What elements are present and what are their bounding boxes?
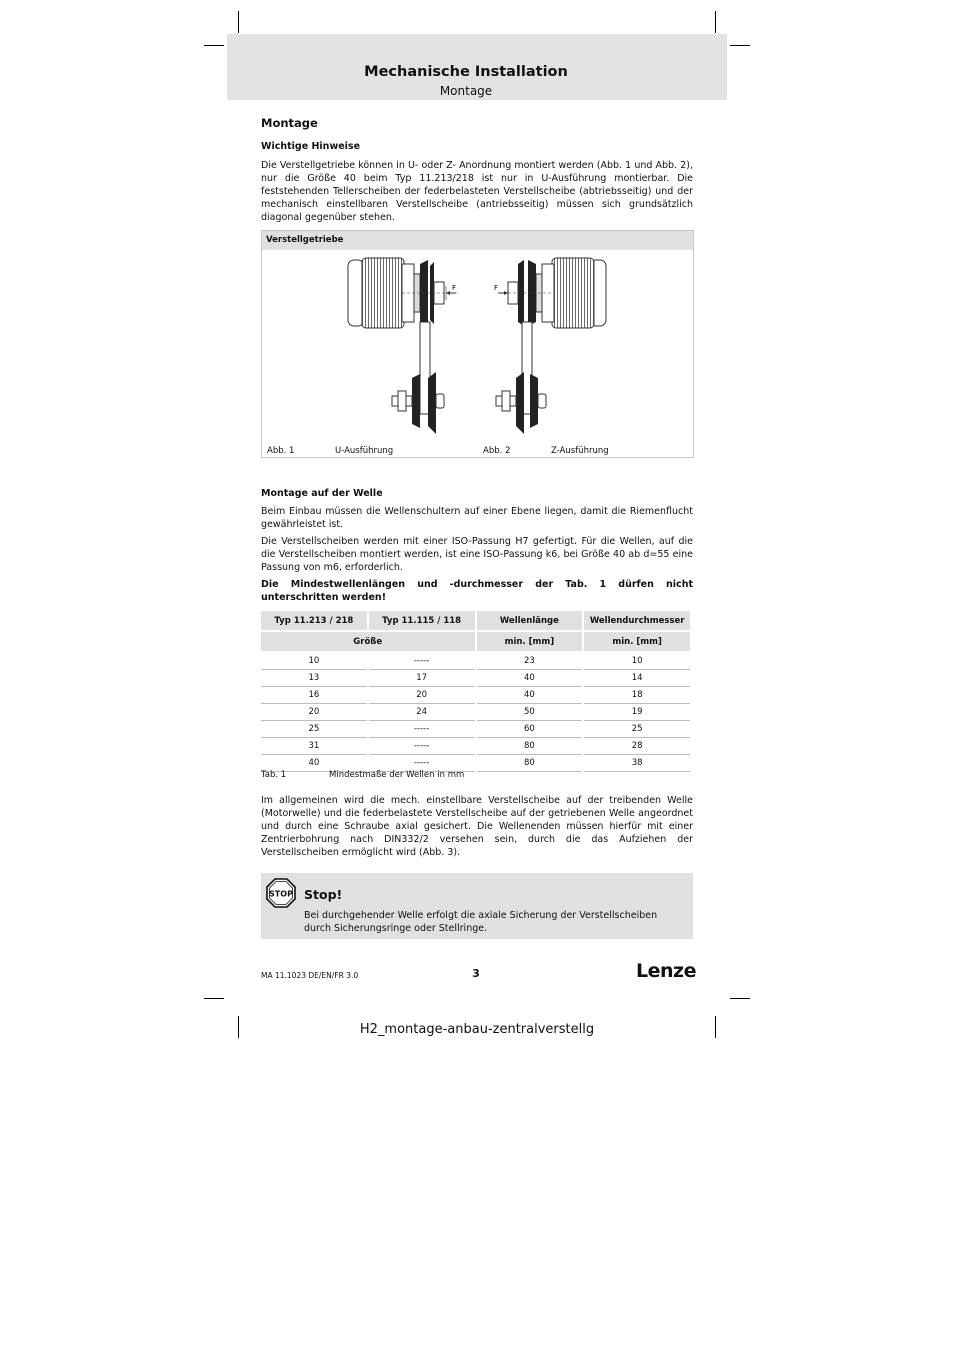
table-row [261,738,690,755]
table-caption-text: Mindestmaße der Wellen in mm [329,770,465,780]
page-title: Mechanische Installation [364,64,568,80]
table-cell: 80 [477,755,583,772]
table-cell: 10 [584,653,690,670]
table-cell: 19 [584,704,690,721]
table-cell: 31 [261,738,367,755]
table-cell: 13 [261,670,367,687]
page-number: 3 [472,967,480,980]
file-label: H2_montage-anbau-zentralverstellg [359,1022,595,1037]
table-caption-number: Tab. 1 [261,770,287,780]
table-cell: 60 [477,721,583,738]
stop-notice [261,873,693,939]
crop-mark [730,45,750,46]
table-cell: 16 [261,687,367,704]
table-cell: 10 [261,653,367,670]
figure-caption-label: Z-Ausführung [551,446,609,456]
crop-mark [204,998,224,999]
table-row [261,721,690,738]
table-cell: 20 [369,687,475,704]
table-cell: ----- [369,755,475,772]
gearbox-drawing [262,250,693,450]
crop-mark [730,998,750,999]
crop-mark [238,11,239,33]
table-row [261,687,690,704]
figure-title: Verstellgetriebe [262,231,693,250]
page-subtitle: Montage [439,84,493,98]
table-cell: 14 [584,670,690,687]
table-cell: 40 [477,687,583,704]
table-row [261,653,690,670]
table-subheader: min. [mm] [477,632,583,653]
table-cell: 25 [261,721,367,738]
table-cell: 23 [477,653,583,670]
table-cell: 17 [369,670,475,687]
figure-caption-number: Abb. 2 [483,446,511,456]
table-header: Wellendurchmesser [584,611,690,632]
general-paragraph: Im allgemeinen wird die mech. einstellbare Verstellscheibe auf der treibenden Welle (Motorwelle) und die federbelastete Verstellscheibe auf der getriebenen Welle angeordnet und durch eine Schraube axial gesichert. Die Wellenenden müssen hierfür mit einer Zentrierbohrung nach DIN332/2 versehen sein, durch die das Aufziehen der Verstellscheiben ermöglicht wird (Abb. 3). [261,795,693,858]
force-label-z: F [494,284,499,292]
shaft-dimensions-table [259,611,692,772]
table-row [261,670,690,687]
table-subheader: min. [mm] [584,632,690,653]
shaft-paragraph: Die Verstellscheiben werden mit einer ISO-Passung H7 gefertigt. Für die Wellen, auf die die Verstellscheiben montiert werden, ist eine ISO-Passung k6, bei Größe 40 ab d=55 eine Passung von m6, erforderlich. [261,536,693,573]
table-cell: ----- [369,738,475,755]
table-subheader: Größe [261,632,475,653]
stop-title: Stop! [304,887,343,902]
table-cell: 40 [477,670,583,687]
table-row [261,704,690,721]
table-cell: 24 [369,704,475,721]
force-label-u: F [452,284,457,292]
table-cell: ----- [369,721,475,738]
table-row [261,755,690,772]
figure-caption-label: U-Ausführung [335,446,394,456]
table-cell: ----- [369,653,475,670]
table-cell: 40 [261,755,367,772]
table-header: Typ 11.115 / 118 [369,611,475,632]
footer-document-id: MA 11.1023 DE/EN/FR 3.0 [261,971,359,980]
figure-caption-number: Abb. 1 [267,446,295,456]
table-cell: 28 [584,738,690,755]
table-cell: 20 [261,704,367,721]
z-arrangement-drawing [494,258,606,434]
table-cell: 50 [477,704,583,721]
shaft-paragraph: Beim Einbau müssen die Wellenschultern auf einer Ebene liegen, damit die Riemenflucht gewährleistet ist. [261,506,693,530]
table-cell: 80 [477,738,583,755]
shaft-warning: Die Mindestwellenlängen und -durchmesser der Tab. 1 dürfen nicht unterschritten werden! [261,579,693,603]
shaft-heading: Montage auf der Welle [261,488,383,499]
stop-icon [266,878,296,908]
crop-mark [715,11,716,33]
table-header: Typ 11.213 / 218 [261,611,367,632]
table-cell: 38 [584,755,690,772]
section-title: Montage [261,116,318,130]
stop-icon-text: STOP [269,889,293,899]
table-cell: 18 [584,687,690,704]
crop-mark [204,45,224,46]
u-arrangement-drawing [348,258,458,434]
lenze-logo: Lenze [636,960,696,982]
table-cell: 25 [584,721,690,738]
figure-box [261,230,694,458]
important-text: Die Verstellgetriebe können in U- oder Z- Anordnung montiert werden (Abb. 1 und Abb. 2), nur die Größe 40 beim Typ 11.213/218 ist nur in U-Ausführung montierbar. Die feststehenden Tellerscheiben der federbelasteten Verstellscheibe (abtriebsseitig) und der mechanisch einstellbaren Verstellscheibe (antriebsseitig) müssen sich grundsätzlich diagonal gegenüber stehen. [261,160,693,223]
table-header: Wellenlänge [477,611,583,632]
stop-text: Bei durchgehender Welle erfolgt die axiale Sicherung der Verstellscheiben durch Sicherungsringe oder Stellringe. [304,910,658,934]
important-heading: Wichtige Hinweise [261,141,361,152]
